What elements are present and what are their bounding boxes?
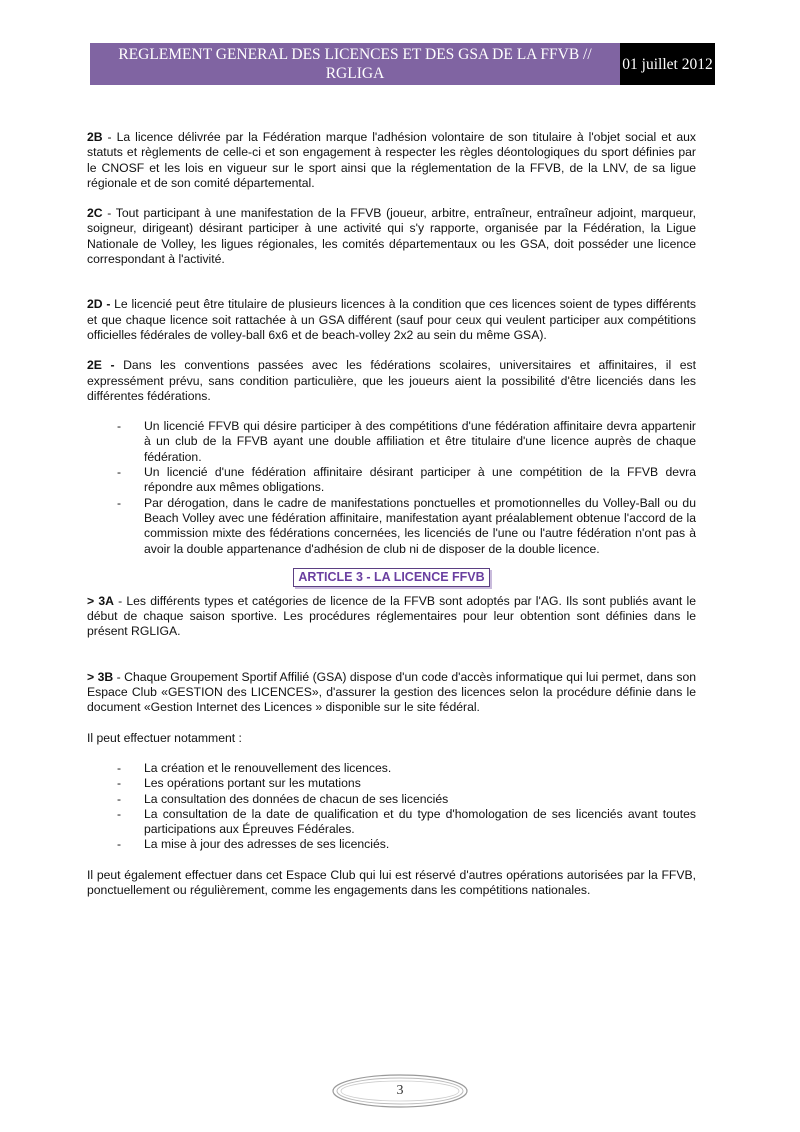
- section-label: 2B: [87, 130, 103, 144]
- section-2e-list: [87, 419, 696, 557]
- section-3b-list: [87, 761, 696, 853]
- section-text: - Tout participant à une manifestation de la FFVB (joueur, arbitre, entraîneur, entraîneur adjoint, marqueur, soigneur, dirigeant) désirant participer à une activité qui s'y rapporte, organisée par la Fédération, la Ligue Nationale de Volley, les ligues régionales, les comités départementaux ou les GSA, doit posséder une licence correspondant à l'activité.: [87, 206, 696, 267]
- dash-marker: -: [117, 465, 122, 480]
- section-3b-intro: Il peut effectuer notamment :: [87, 730, 242, 745]
- section-2b: [87, 130, 696, 191]
- section-3a: [87, 594, 696, 640]
- section-text: Dans les conventions passées avec les fédérations scolaires, universitaires et affinitaires, il est expressément prévu, sans condition particulière, que les joueurs aient la possibilité d'être licenciés dans les différentes fédérations.: [87, 358, 696, 403]
- list-item: - Un licencié d'une fédération affinitaire désirant participer à une compétition de la FFVB devra répondre aux mêmes obligations.: [117, 465, 696, 495]
- section-3b: [87, 670, 696, 716]
- section-text: - Les différents types et catégories de licence de la FFVB sont adoptés par l'AG. Ils sont publiés avant le début de chaque saison sportive. Les procédures réglementaires pour leur obtention sont définies dans le présent RGLIGA.: [87, 593, 696, 639]
- dash-marker: -: [117, 791, 122, 806]
- dash-marker: -: [117, 837, 122, 852]
- section-2c: [87, 206, 696, 267]
- list-item: - La consultation des données de chacun de ses licenciés: [117, 791, 449, 806]
- section-label: > 3B: [87, 669, 114, 684]
- dash-marker: -: [117, 419, 122, 434]
- section-label: 2D -: [87, 297, 111, 312]
- list-item: - La création et le renouvellement des licences.: [117, 760, 392, 775]
- section-2e: [87, 358, 696, 404]
- article-heading: ARTICLE 3 - LA LICENCE FFVB: [293, 568, 489, 587]
- dash-marker: -: [117, 495, 122, 510]
- page-number: 3: [396, 1083, 404, 1098]
- document-title: REGLEMENT GENERAL DES LICENCES ET DES GSA DE LA FFVB // RGLIGA: [90, 43, 620, 85]
- section-text: - Chaque Groupement Sportif Affilié (GSA) dispose d'un code d'accès informatique qui lui permet, dans son Espace Club «GESTION des LICENCES», d'assurer la gestion des licences selon la procédure définie dans le document «Gestion Internet des Licences » disponible sur le site fédéral.: [87, 669, 696, 715]
- page-footer: [330, 1072, 470, 1110]
- list-item: - La consultation de la date de qualification et du type d'homologation de ses licenciés avant toutes participations aux Épreuves Fédérales.: [117, 806, 696, 837]
- section-3b-outro: Il peut également effectuer dans cet Espace Club qui lui est réservé d'autres opérations autorisées par la FFVB, ponctuellement ou régulièrement, comme les engagements dans les compétitions nationales.: [87, 867, 696, 897]
- list-item: - Les opérations portant sur les mutations: [117, 776, 361, 791]
- section-2d: [87, 297, 696, 343]
- section-label: 2C: [87, 206, 103, 221]
- section-text: - La licence délivrée par la Fédération marque l'adhésion volontaire de son titulaire à l'objet social et aux statuts et règlements de celle-ci et son engagement à respecter les règles déontologiques du sport définies par le CNOSF et les lois en vigueur sur le sport ainsi que la réglementation de la FFVB, de la LNV, de sa ligue régionale et de son comité départemental.: [87, 130, 696, 190]
- list-item: - Par dérogation, dans le cadre de manifestations ponctuelles et promotionnelles du Volley-Ball ou du Beach Volley avec une fédération affinitaire, manifestation ayant préalablement obtenue l'accord de la commission mixte des fédérations concernées, les licenciés de l'une ou l'autre fédération n'ont pas à avoir la double appartenance d'adhésion de club ni de disposer de la double licence.: [117, 495, 696, 556]
- section-label: > 3A: [87, 593, 114, 608]
- article-heading-wrap: [87, 568, 696, 587]
- dash-marker: -: [117, 806, 122, 821]
- document-date: 01 juillet 2012: [620, 43, 715, 85]
- dash-marker: -: [117, 760, 122, 775]
- section-text: Le licencié peut être titulaire de plusieurs licences à la condition que ces licences soient de types différents et que chaque licence soit rattachée à un GSA différent (sauf pour ceux qui veulent participer aux compétitions officielles fédérales de volley-ball 6x6 et de beach-volley 2x2 au sein du même GSA).: [87, 297, 696, 342]
- page-header: [90, 43, 715, 85]
- section-label: 2E -: [87, 358, 115, 373]
- list-item: - La mise à jour des adresses de ses licenciés.: [117, 837, 390, 852]
- dash-marker: -: [117, 776, 122, 791]
- document-body: [87, 130, 696, 898]
- list-item: - Un licencié FFVB qui désire participer à des compétitions d'une fédération affinitaire devra appartenir à un club de la FFVB ayant une double affiliation et être titulaire d'une licence auprès de chaque fédération.: [117, 419, 696, 464]
